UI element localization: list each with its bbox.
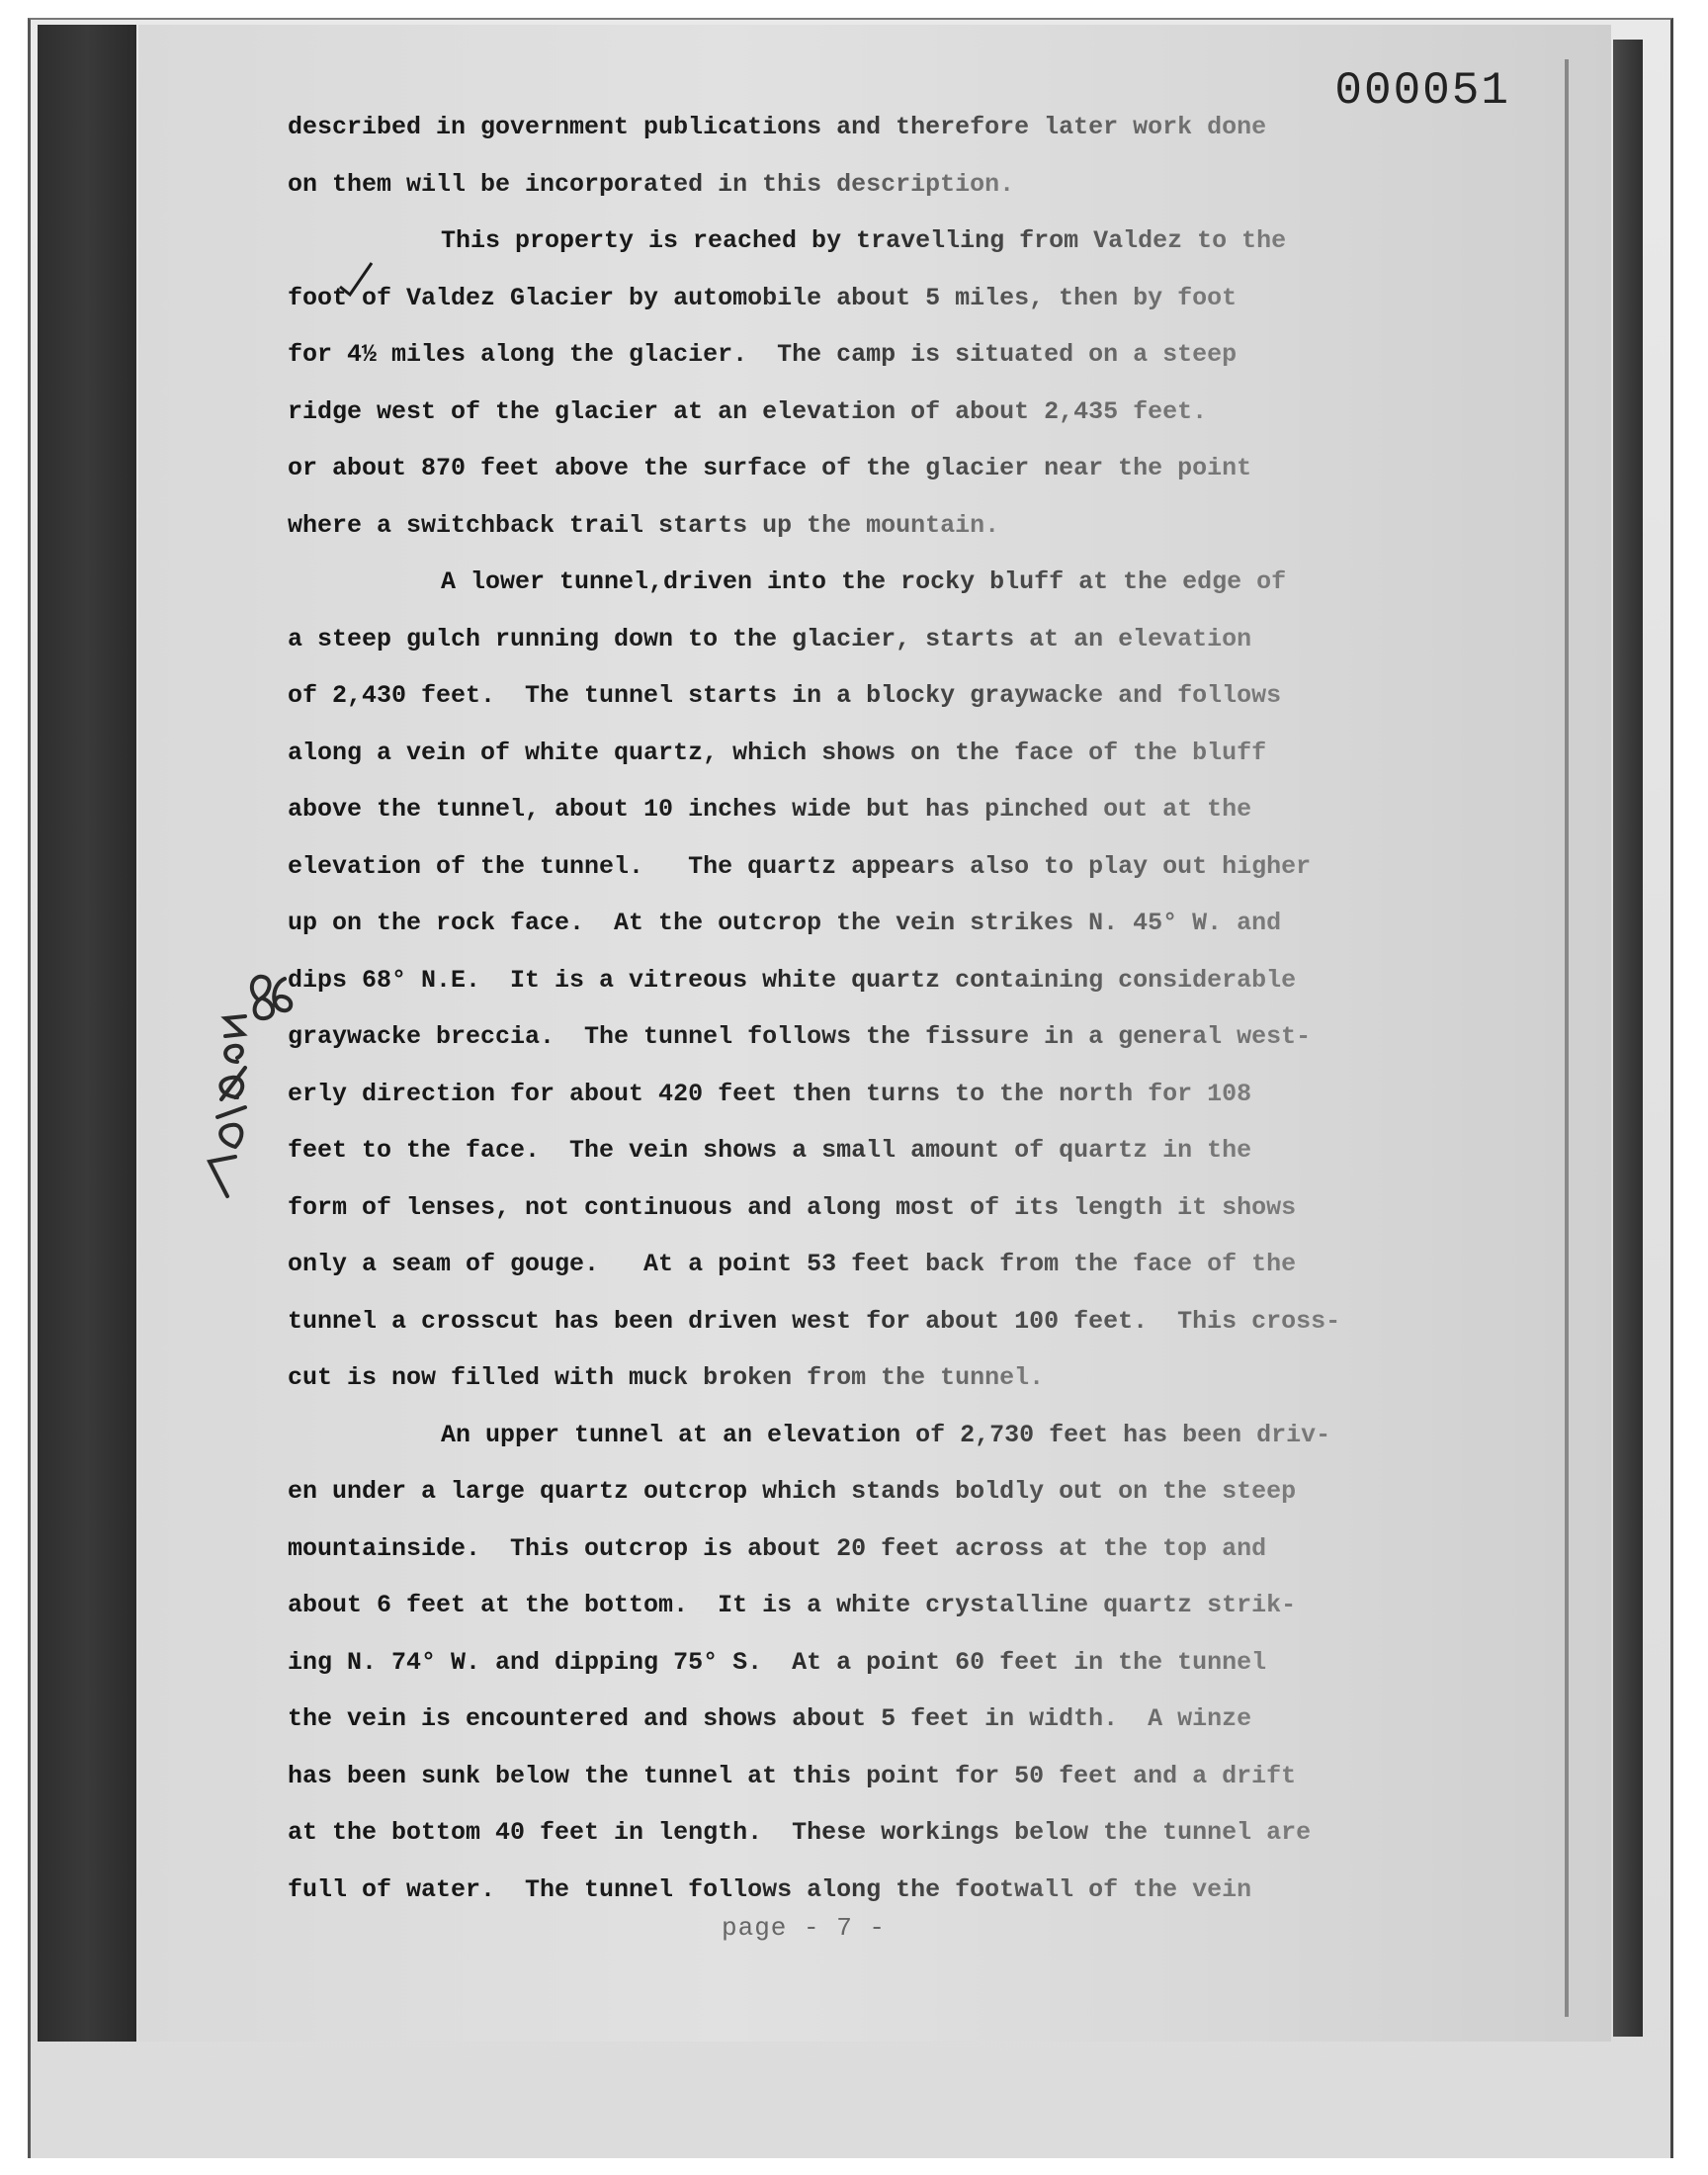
text-line <box>288 99 1503 156</box>
paragraph <box>288 554 1503 1407</box>
text-line-content: above the tunnel, about 10 inches wide but has pinched out at the <box>288 795 1252 824</box>
text-line <box>288 1521 1503 1578</box>
text-line-content: An upper tunnel at an elevation of 2,730 feet has been driv- <box>441 1420 1331 1449</box>
text-line-content: up on the rock face. At the outcrop the vein strikes N. 45° W. and <box>288 909 1282 937</box>
handwritten-margin-note <box>188 959 306 1206</box>
text-line-content: feet to the face. The vein shows a small amount of quartz in the <box>288 1136 1252 1165</box>
text-line-content: a steep gulch running down to the glacier, starts at an elevation <box>288 624 1252 653</box>
text-line <box>288 213 1503 270</box>
text-line-content: only a seam of gouge. At a point 53 feet back from the face of the <box>288 1250 1297 1278</box>
text-line-content: elevation of the tunnel. The quartz appears also to play out higher <box>288 851 1312 881</box>
text-line <box>288 1066 1503 1123</box>
text-line-content: described in government publications and therefore later work done <box>288 113 1267 141</box>
paragraph <box>288 213 1503 554</box>
text-line <box>288 440 1503 497</box>
text-line-content: A lower tunnel,driven into the rocky bluff at the edge of <box>441 567 1287 596</box>
text-line <box>288 270 1503 327</box>
scan-left-edge <box>38 25 136 2042</box>
text-line <box>288 1179 1503 1237</box>
text-line <box>288 1804 1503 1862</box>
text-line-content: This property is reached by travelling from Valdez to the <box>441 226 1287 255</box>
text-line <box>288 1122 1503 1179</box>
text-line <box>288 667 1503 725</box>
text-line-content: en under a large quartz outcrop which stands boldly out on the steep <box>288 1477 1297 1506</box>
text-line <box>288 725 1503 782</box>
scan-right-edge <box>1613 40 1643 2037</box>
text-line-content: dips 68° N.E. It is a vitreous white quartz containing considerable <box>288 965 1297 995</box>
text-line-content: ridge west of the glacier at an elevation of about 2,435 feet. <box>288 396 1208 426</box>
text-line <box>288 1236 1503 1293</box>
paragraph <box>288 1407 1503 1919</box>
page-number: page - 7 - <box>722 1913 887 1943</box>
text-line-content: on them will be incorporated in this description. <box>288 169 1015 199</box>
text-line <box>288 1748 1503 1805</box>
text-line <box>288 611 1503 668</box>
text-line <box>288 1691 1503 1748</box>
paragraph <box>288 99 1503 213</box>
text-line <box>288 497 1503 555</box>
text-line-content: has been sunk below the tunnel at this point for 50 feet and a drift <box>288 1761 1297 1790</box>
text-line <box>288 952 1503 1009</box>
text-line-content: where a switchback trail starts up the mountain. <box>288 510 1000 540</box>
document-number: 000051 <box>1334 65 1510 117</box>
text-line <box>288 781 1503 838</box>
text-line-content: tunnel a crosscut has been driven west for about 100 feet. This cross- <box>288 1306 1341 1336</box>
text-line-content: along a vein of white quartz, which shows on the face of the bluff <box>288 738 1267 767</box>
text-line-content: the vein is encountered and shows about 5 feet in width. A winze <box>288 1704 1252 1733</box>
text-line-content: about 6 feet at the bottom. It is a white crystalline quartz strik- <box>288 1591 1297 1619</box>
text-line <box>288 895 1503 952</box>
text-line-content: or about 870 feet above the surface of the glacier near the point <box>288 454 1252 482</box>
handwritten-check-mark <box>336 259 376 299</box>
text-line <box>288 1008 1503 1066</box>
text-line-content: for 4½ miles along the glacier. The camp is situated on a steep <box>288 340 1238 369</box>
text-line <box>288 326 1503 384</box>
text-line <box>288 838 1503 896</box>
text-line-content: full of water. The tunnel follows along the footwall of the vein <box>288 1874 1252 1904</box>
text-line-content: of 2,430 feet. The tunnel starts in a blocky graywacke and follows <box>288 681 1282 710</box>
text-line <box>288 1634 1503 1692</box>
text-line-content: form of lenses, not continuous and along most of its length it shows <box>288 1192 1297 1222</box>
text-line <box>288 156 1503 214</box>
text-line <box>288 1293 1503 1350</box>
scan-right-line <box>1565 59 1569 2017</box>
text-line-content: cut is now filled with muck broken from the tunnel. <box>288 1363 1045 1392</box>
text-line-content: erly direction for about 420 feet then turns to the north for 108 <box>288 1079 1252 1108</box>
text-line <box>288 1862 1503 1919</box>
text-line <box>288 384 1503 441</box>
text-line-content: graywacke breccia. The tunnel follows the fissure in a general west- <box>288 1022 1312 1051</box>
text-line-content: at the bottom 40 feet in length. These workings below the tunnel are <box>288 1818 1312 1847</box>
document-body <box>288 99 1503 1918</box>
text-line <box>288 1349 1503 1407</box>
text-line <box>288 1463 1503 1521</box>
text-line <box>288 554 1503 611</box>
text-line-content: foot of Valdez Glacier by automobile about 5 miles, then by foot <box>288 283 1238 312</box>
text-line-content: ing N. 74° W. and dipping 75° S. At a point 60 feet in the tunnel <box>288 1647 1267 1677</box>
text-line-content: mountainside. This outcrop is about 20 feet across at the top and <box>288 1533 1267 1563</box>
text-line <box>288 1577 1503 1634</box>
text-line <box>288 1407 1503 1464</box>
